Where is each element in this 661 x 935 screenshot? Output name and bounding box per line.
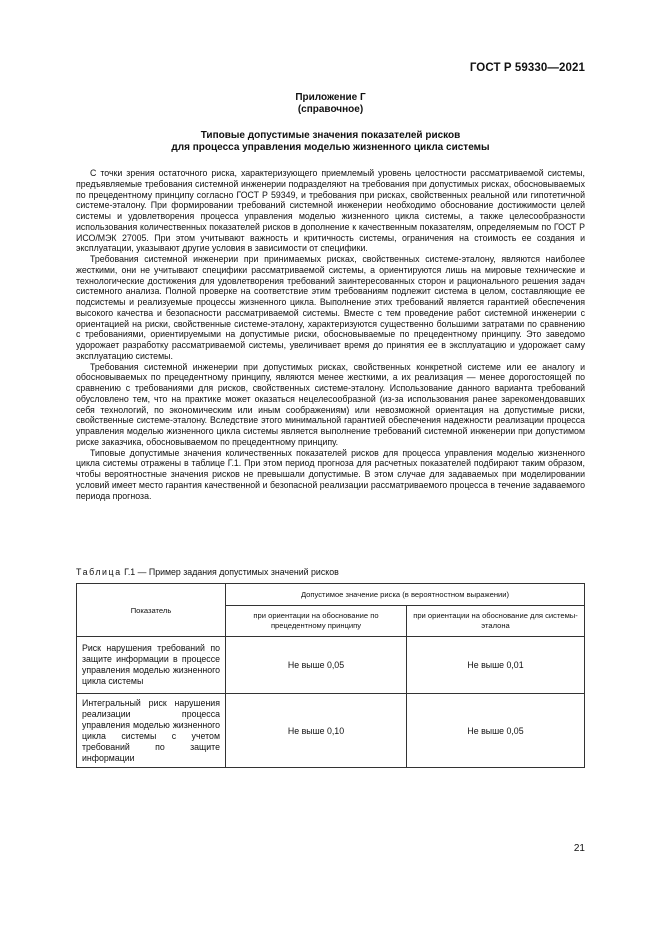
- document-code: ГОСТ Р 59330—2021: [469, 62, 585, 74]
- body-text: [76, 168, 585, 501]
- row-value-reference: Не выше 0,01: [407, 637, 585, 694]
- page-number: 21: [573, 843, 585, 854]
- risk-values-table: [76, 583, 585, 768]
- paragraph: Требования системной инженерии при принимаемых рисках, свойственных системе-эталону, являются наиболее жесткими, они не учитывают специфики рассматриваемой системы, а ориентируются лишь на мировые технические и технологические достижения для удовлетворения требований заинтересованных сторон и рационального решения задач системного анализа. Полной проверке на соответствие этим требованиям подлежит система в целом, составляющие ее подсистемы и реализуемые процессы жизненного цикла. Выполнение этих требований является гарантией обеспечения высокого качества и безопасности рассматриваемой системы. Вместе с тем проведение работ системной инженерии с ориентацией на риски, свойственные системе-эталону, характеризуются существенно большими затратами по сравнению с требованиями, ориентируемыми на допустимые риски, обосновываемые по прецедентному принципу. Это заведомо удорожает разработку рассматриваемой системы, увеличивает время до принятия ее в эксплуатацию и удорожает саму эксплуатацию системы.: [76, 254, 585, 361]
- paragraph: Типовые допустимые значения количественных показателей рисков для процесса управления моделью жизненного цикла системы отражены в таблице Г.1. При этом период прогноза для расчетных показателей подбирают таким образом, чтобы вероятностные значения рисков не превышали допустимые. В этом случае для задаваемых при моделировании условий имеет место гарантия качественной и безопасной реализации рассматриваемого процесса в течение задаваемого периода прогноза.: [76, 447, 585, 501]
- table-header-row: [77, 584, 585, 606]
- row-value-precedent: Не выше 0,10: [226, 694, 407, 768]
- subheader-precedent: при ориентации на обоснование по прецедентному принципу: [226, 606, 407, 637]
- appendix-heading: [76, 92, 585, 116]
- row-value-precedent: Не выше 0,05: [226, 637, 407, 694]
- title-line-2: для процесса управления моделью жизненного цикла системы: [171, 142, 490, 153]
- paragraph: Требования системной инженерии при допустимых рисках, свойственных конкретной системе или ее аналогу и обосновываемых по прецедентному принципу, являются менее жесткими, а их реализация — менее дорогостоящей по сравнению с требованиями для рисков, свойственных системе-эталону. Использование данного варианта требований обусловлено тем, что на практике может оказаться нецелесообразной (из-за использования ранее зарекомендовавших себя технологий, по экономическим или иным соображениям) или невозможной ориентация на допустимые риски, свойственные системе-эталону. Вследствие этого минимальной гарантией обеспечения надежности реализации процесса управления моделью жизненного цикла системы является выполнение требований системной инженерии при допустимом риске заказчика, обосновываемом по прецедентному принципу.: [76, 361, 585, 447]
- row-indicator: Интегральный риск нарушения реализации процесса управления моделью жизненного цикла системы с учетом требований по защите информации: [77, 694, 226, 768]
- row-value-reference: Не выше 0,05: [407, 694, 585, 768]
- appendix-type: (справочное): [297, 104, 364, 115]
- row-indicator: Риск нарушения требований по защите информации в процессе управления моделью жизненного цикла системы: [77, 637, 226, 694]
- appendix-title: [76, 130, 585, 154]
- subheader-reference-system: при ориентации на обоснование для системы-эталона: [407, 606, 585, 637]
- table-caption-text: Г.1 — Пример задания допустимых значений рисков: [124, 567, 339, 577]
- title-line-1: Типовые допустимые значения показателей рисков: [200, 130, 461, 141]
- paragraph: С точки зрения остаточного риска, характеризующего приемлемый уровень целостности рассматриваемой системы, предъявляемые требования системной инженерии подразделяют на требования при допустимых рисках, обосновываемых по прецедентному принципу согласно ГОСТ Р 59349, и требования при рисках, свойственных реальной или гипотетичной системе-эталону. При формировании требований системной инженерии необходимо обоснование достижимости целей системы и удовлетворения процесса управления моделью жизненного цикла системы, а также целесообразности использования количественных показателей рисков в дополнение к качественным показателям, определяемым по ГОСТ Р ИСО/МЭК 27005. При этом учитывают важность и критичность системы, ограничения на стоимость ее создания и эксплуатации, указывают другие условия в зависимости от специфики.: [76, 168, 585, 254]
- table-row: [77, 694, 585, 768]
- header-indicator: Показатель: [77, 584, 226, 637]
- header-allowed-value: Допустимое значение риска (в вероятностном выражении): [226, 584, 585, 606]
- table-row: [77, 637, 585, 694]
- table-caption-prefix: Таблица: [76, 567, 122, 577]
- appendix-label: Приложение Г: [295, 92, 366, 103]
- table-caption: [76, 567, 339, 578]
